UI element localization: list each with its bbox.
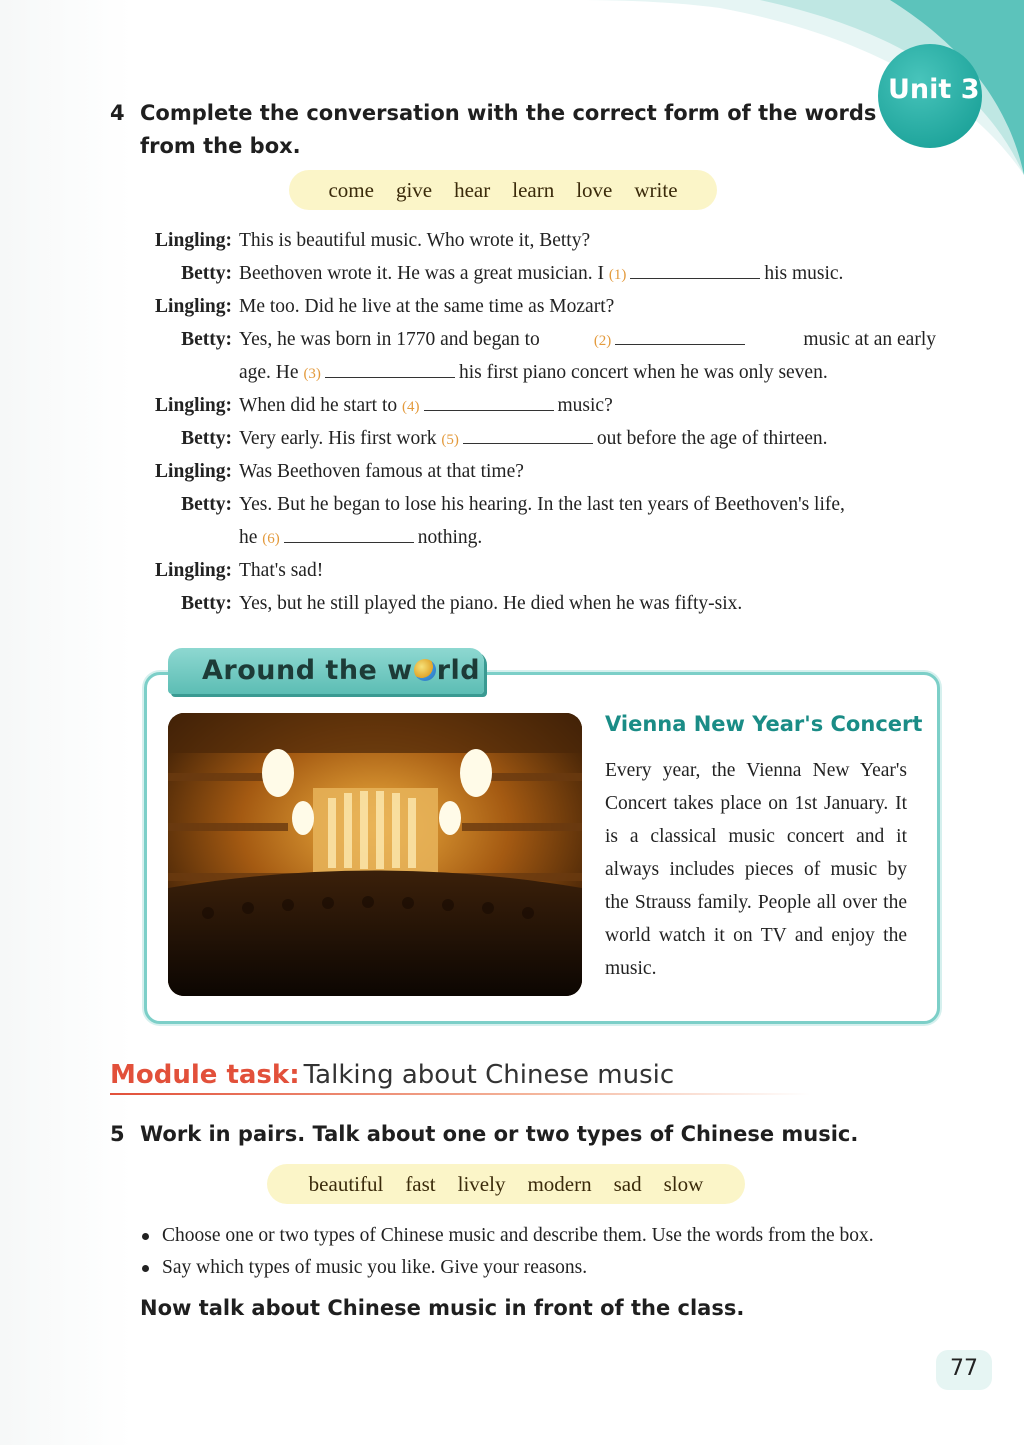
conversation-line (140, 488, 940, 521)
blank-number: (2) (593, 333, 612, 349)
blank-number: (1) (608, 267, 627, 283)
conversation-line: age. He (3) his first piano concert when he was only seven. (140, 356, 940, 389)
speaker-name: Betty: (181, 593, 232, 614)
speaker-name: Lingling: (155, 560, 232, 581)
line-text: Was Beethoven famous at that time? (239, 461, 524, 482)
answer-blank[interactable] (463, 423, 593, 444)
word-item: slow (663, 1171, 704, 1196)
word-box-5 (267, 1164, 745, 1204)
article-body: Every year, the Vienna New Year's Concert takes place on 1st January. It is a classical music concert and it always includes pieces of music by the Strauss family. People all over the world watch it on TV and enjoy the music. (605, 760, 907, 979)
conversation-line: Betty: Very early. His first work (5) out before the age of thirteen. (140, 422, 940, 455)
line-text: Yes, but he still played the piano. He died when he was fifty-six. (239, 593, 743, 614)
answer-blank[interactable] (424, 390, 554, 411)
conversation-line: Lingling: When did he start to (4) music? (140, 389, 940, 422)
blank-number: (4) (402, 399, 420, 415)
word-item: write (634, 177, 678, 202)
conversation-line (140, 224, 940, 257)
word-item: give (395, 177, 433, 202)
conversation-line: Betty: Yes, he was born in 1770 and began to (2) music at an early (140, 323, 940, 356)
task-bullets (140, 1220, 874, 1284)
answer-blank[interactable] (325, 357, 455, 378)
conversation (140, 224, 940, 620)
answer-blank[interactable] (615, 324, 745, 345)
speaker-name: Betty: (181, 494, 232, 515)
speaker-name: Lingling: (155, 230, 232, 251)
divider (110, 1093, 810, 1095)
globe-icon (414, 659, 436, 681)
final-instruction: Now talk about Chinese music in front of the class. (140, 1296, 745, 1320)
blank-number: (6) (262, 531, 280, 547)
word-item: sad (613, 1171, 642, 1196)
speaker-name: Betty: (181, 329, 232, 350)
exercise-5-instruction: 5 Work in pairs. Talk about one or two types of Chinese music. (110, 1118, 858, 1151)
word-item: hear (454, 177, 491, 202)
speaker-name: Lingling: (155, 395, 232, 416)
exercise-number: 4 (110, 101, 125, 125)
word-item: beautiful (308, 1171, 384, 1196)
conversation-line (140, 290, 940, 323)
word-item: come (328, 177, 374, 202)
unit-label: Unit 3 (888, 74, 980, 105)
blank-number: (5) (441, 432, 459, 448)
speaker-name: Lingling: (155, 296, 232, 317)
bullet-item: Choose one or two types of Chinese music and describe them. Use the words from the box. (140, 1220, 874, 1252)
line-text: Yes. But he began to lose his hearing. In the last ten years of Beethoven's life, (239, 494, 845, 515)
word-item: love (576, 177, 613, 202)
bullet-item: Say which types of music you like. Give your reasons. (140, 1252, 874, 1284)
page-number: 77 (950, 1356, 978, 1381)
line-text: That's sad! (239, 560, 324, 581)
speaker-name: Betty: (181, 428, 232, 449)
word-box-4 (289, 170, 717, 210)
answer-blank[interactable] (284, 522, 414, 543)
exercise-4-instruction: 4 Complete the conversation with the correct form of the words from the box. (110, 97, 876, 163)
conversation-line (140, 554, 940, 587)
concert-hall-photo (168, 713, 582, 996)
word-item: fast (405, 1171, 436, 1196)
module-task-label: Module task: (110, 1060, 300, 1090)
conversation-line (140, 455, 940, 488)
module-task-title: Talking about Chinese music (303, 1060, 675, 1090)
conversation-line: he (6) nothing. (140, 521, 940, 554)
module-task-heading (110, 1060, 674, 1090)
speaker-name: Lingling: (155, 461, 232, 482)
speaker-name: Betty: (181, 263, 232, 284)
line-text: This is beautiful music. Who wrote it, Betty? (239, 230, 591, 251)
blank-number: (3) (303, 366, 321, 382)
around-the-world-title: Around the w rld (202, 655, 481, 686)
article-title: Vienna New Year's Concert (605, 712, 923, 736)
word-item: learn (512, 177, 555, 202)
answer-blank[interactable] (630, 258, 760, 279)
line-text: Me too. Did he live at the same time as Mozart? (239, 296, 615, 317)
conversation-line: Betty: Beethoven wrote it. He was a great musician. I (1) his music. (140, 257, 940, 290)
word-item: lively (457, 1171, 506, 1196)
exercise-number: 5 (110, 1122, 125, 1146)
page-margin (0, 0, 132, 1445)
conversation-line (140, 587, 940, 620)
word-item: modern (527, 1171, 592, 1196)
